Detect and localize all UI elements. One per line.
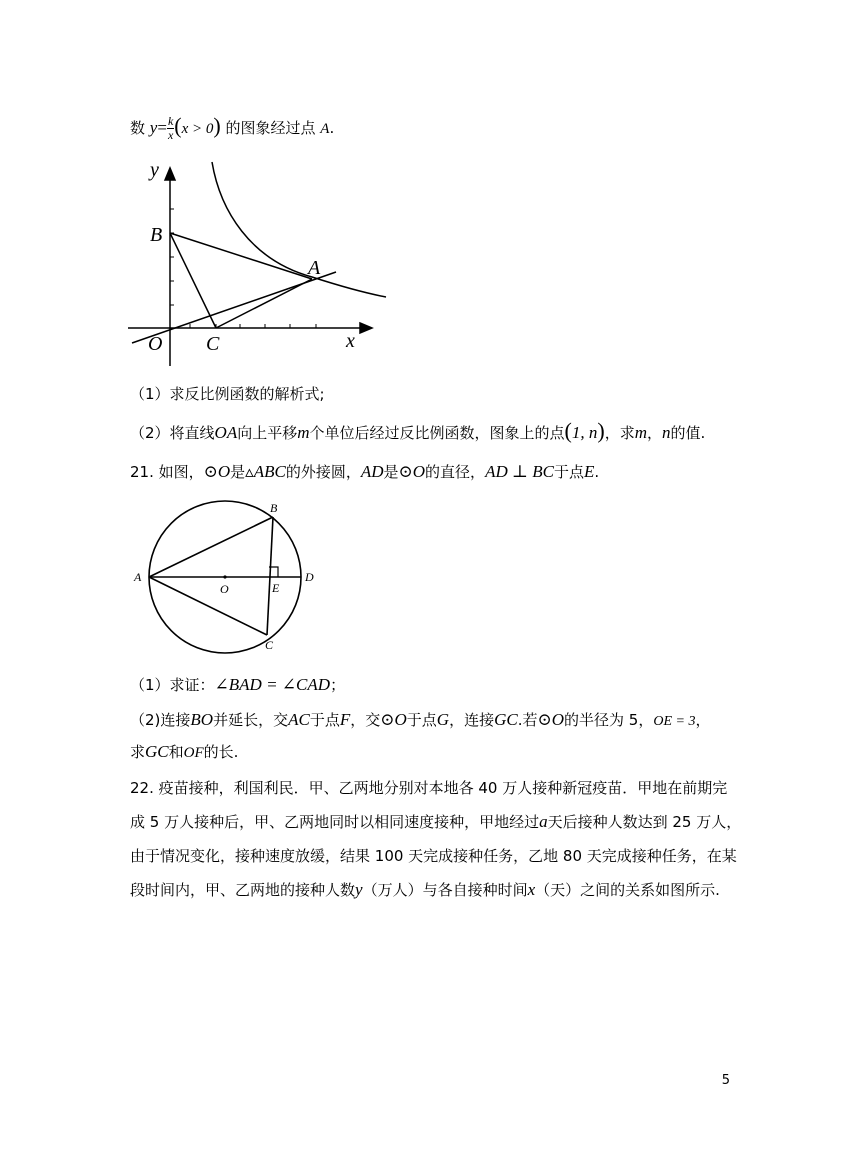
segment-BO: BO [190,710,214,729]
segment-CA [216,279,312,328]
triangle-ABC: ▵ABC [245,462,286,481]
page-number: 5 [721,1073,730,1088]
q22-line3: 由于情况变化，接种速度放缓，结果 100 天完成接种任务，乙地 80 天完成接种任务，在某 [130,847,737,865]
q20-p2-text-b: 向上平移 [237,424,298,442]
q20-p2-text-e: ， [646,424,662,442]
var-y: y [355,880,363,899]
circle-O-4: ⊙O [537,710,565,729]
q21-p2-text-b: 并延长，交 [213,711,289,729]
q22-line1: 22. 疫苗接种，利国利民．甲、乙两地分别对本地各 40 万人接种新冠疫苗．甲地在前期完 [130,779,728,797]
q21-p3-text-a: 求 [130,743,146,761]
q20-p2-m2: m [634,423,647,442]
q21-text-a: 是 [230,463,246,481]
label-O: O [148,333,163,355]
label-B2: B [270,501,278,515]
var-a: a [539,812,548,831]
cond-open: ( [174,113,182,138]
q20-p2-text-f: 的值. [670,424,706,442]
angle-equation: ∠BAD = ∠CAD [214,675,331,694]
point-F: F [339,710,351,729]
q21-number: 21. 如图， [130,463,204,481]
q21-p2-text-d: ，交 [350,711,381,729]
circle-O-2: ⊙O [398,462,426,481]
q21-p2-text-i: ， [695,711,711,729]
segment-AD: AD [360,462,384,481]
point-open: ( [564,418,572,443]
label-D2: D [305,570,314,584]
q21-p3-text-c: 的长. [203,743,239,761]
q20-p2-m: m [297,423,310,442]
q21-part2-cont [130,742,238,763]
intro-line [130,115,334,142]
q21-part2 [130,710,710,732]
q20-p2-text-c: 个单位后经过反比例函数，图象上的点 [309,424,565,442]
q21-text-c: 是 [383,463,399,481]
segment-GC: GC [494,710,518,729]
frac-numerator: k [167,114,174,128]
intro-prefix: 数 [130,119,146,137]
center-dot [223,575,226,578]
q22-l2-text-b: 天后接种人数达到 25 万人， [547,813,742,831]
q21-text-b: 的外接圆， [285,463,361,481]
label-C: C [206,333,220,355]
label-B: B [150,224,163,246]
perp-statement: AD ⊥ BC [485,462,554,481]
intro-suffix: 的图象经过点 [225,119,316,137]
segment-BA [170,233,312,279]
q21-p1-text-b: ； [330,676,346,694]
label-A2: A [134,570,142,584]
q20-p2-text-d: ，求 [604,424,635,442]
label-y: y [150,159,159,181]
point-E: E [583,462,595,481]
q22-line2 [130,812,741,832]
y-axis-arrow-icon [165,168,175,180]
q21-text-e: 于点 [553,463,584,481]
segment-BC [267,517,273,635]
x-axis-arrow-icon [360,323,372,333]
func-eq: = [157,118,167,137]
q22-l2-text-a: 成 5 万人接种后，甲、乙两地同时以相同速度接种，甲地经过 [130,813,540,831]
label-O2: O [220,582,229,596]
hyperbola-curve [212,162,386,297]
q21-p2-text-g: .若 [517,711,538,729]
figure-coordinate-graph [120,150,400,370]
circle-O-3: ⊙O [380,710,407,729]
point-close: ) [597,418,605,443]
figure-circle [130,495,330,665]
label-A: A [308,257,321,279]
func-y: y [149,118,158,137]
domain-condition: x > 0 [181,121,214,137]
q20-p2-text-a: （2）将直线 [130,424,215,442]
segment-AC-text: AC [288,710,310,729]
var-x: x [527,880,536,899]
frac-denominator: x [167,128,174,142]
q21-p2-text-e: 于点 [406,711,437,729]
intro-end: . [329,119,335,137]
q21-text-f: . [594,463,600,481]
q21-p2-text-a: （2)连接 [130,711,191,729]
q20-part2 [130,418,706,443]
q21-text-d: 的直径， [425,463,486,481]
q22-l4-text-b: （万人）与各自接种时间 [362,881,528,899]
q21-p1-text-a: （1）求证： [130,676,215,694]
label-x: x [346,330,355,352]
q21-p2-text-c: 于点 [309,711,340,729]
segment-GC-2: GC [145,742,169,761]
q20-part1: （1）求反比例函数的解析式; [130,385,325,403]
q21-p2-text-h: 的半径为 5， [564,711,654,729]
q21-p3-text-b: 和 [168,743,184,761]
q21-stem [130,462,599,482]
label-E2: E [272,581,280,595]
oe-equation: OE = 3 [653,714,696,729]
q21-part1 [130,675,345,695]
line-OA [132,272,336,343]
q20-p2-OA: OA [214,423,238,442]
q20-p2-n: n [662,423,671,442]
intro-point: A [320,121,330,137]
q22-l4-text-a: 段时间内，甲、乙两地的接种人数 [130,881,356,899]
circle-O: ⊙O [203,462,231,481]
point-G: G [436,710,450,729]
q21-p2-text-f: ，连接 [449,711,495,729]
q20-p2-point: 1, n [571,423,598,442]
q22-line4 [130,880,720,900]
segment-BC [170,233,216,328]
label-C2: C [265,638,274,652]
cond-close: ) [213,113,221,138]
segment-OF: OF [183,745,204,761]
q22-l4-text-c: （天）之间的关系如图所示. [535,881,720,899]
